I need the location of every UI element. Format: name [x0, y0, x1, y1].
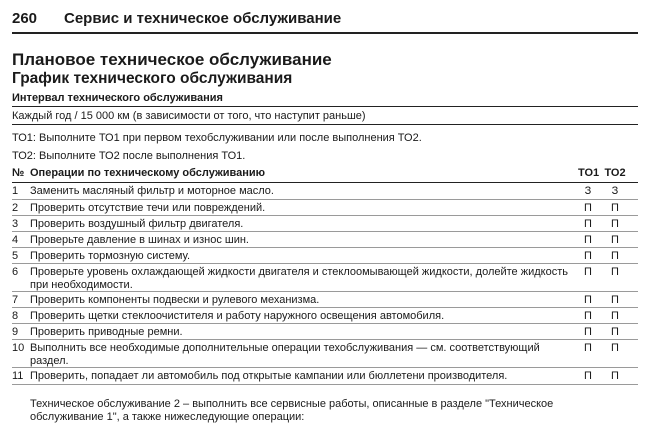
table-row: [12, 183, 638, 200]
row-to2: П: [611, 310, 619, 322]
table-row: [12, 292, 638, 308]
row-operation: Проверить, попадает ли автомобиль под открытые кампании или бюллетени производителя.: [30, 370, 508, 382]
row-to1: П: [584, 370, 592, 382]
row-to1: П: [584, 218, 592, 230]
interval-value: Каждый год / 15 000 км (в зависимости от того, что наступит раньше): [12, 108, 638, 125]
row-to1: П: [584, 342, 592, 354]
row-to2: П: [611, 266, 619, 278]
row-number: 8: [12, 310, 19, 322]
interval-heading: Интервал технического обслуживания: [12, 90, 638, 107]
row-number: 1: [12, 185, 19, 197]
table-row: [12, 216, 638, 232]
table-row: [12, 324, 638, 340]
row-to1: П: [584, 326, 592, 338]
section-subtitle: График технического обслуживания: [12, 70, 293, 87]
row-to2: З: [611, 185, 619, 197]
row-operation: Проверить воздушный фильтр двигателя.: [30, 218, 244, 230]
row-number: 6: [12, 266, 19, 278]
row-to2: П: [611, 294, 619, 306]
table-row: [12, 248, 638, 264]
row-operation: Проверить компоненты подвески и рулевого механизма.: [30, 294, 320, 306]
header-number: №: [12, 167, 25, 179]
row-to1: П: [584, 234, 592, 246]
row-number: 10: [12, 342, 25, 354]
section-title: Плановое техническое обслуживание: [12, 50, 332, 69]
row-number: 2: [12, 202, 19, 214]
row-number: 5: [12, 250, 19, 262]
header-to2: ТО2: [604, 167, 626, 179]
row-to2: П: [611, 202, 619, 214]
row-number: 3: [12, 218, 19, 230]
row-operation: Проверить щетки стеклоочистителя и работу наружного освещения автомобиля.: [30, 310, 445, 322]
row-to2: П: [611, 342, 619, 354]
row-to2: П: [611, 218, 619, 230]
row-number: 7: [12, 294, 19, 306]
note-to1: ТО1: Выполните ТО1 при первом техобслуживании или после выполнения ТО2.: [12, 132, 422, 144]
table-row: [12, 308, 638, 324]
row-to1: П: [584, 294, 592, 306]
row-to1: З: [584, 185, 592, 197]
row-to1: П: [584, 202, 592, 214]
header-operation: Операции по техническому обслуживанию: [30, 167, 266, 179]
header-divider: [12, 32, 638, 34]
row-operation: Проверьте давление в шинах и износ шин.: [30, 234, 249, 246]
maintenance-table: [12, 183, 638, 385]
table-row: [12, 368, 638, 385]
row-operation: Проверить тормозную систему.: [30, 250, 191, 262]
row-operation: Проверить приводные ремни.: [30, 326, 183, 338]
table-header: [12, 165, 638, 183]
row-number: 4: [12, 234, 19, 246]
row-to2: П: [611, 326, 619, 338]
page-number: 260: [12, 10, 38, 27]
row-operation: Проверить отсутствие течи или повреждений.: [30, 202, 266, 214]
row-operation: Выполнить все необходимые дополнительные операции техобслуживания — см. соответствующий раздел.: [30, 342, 540, 367]
note-to2: ТО2: Выполните ТО2 после выполнения ТО1.: [12, 150, 246, 162]
table-row: [12, 200, 638, 216]
row-to2: П: [611, 250, 619, 262]
row-to1: П: [584, 310, 592, 322]
page-header: [12, 8, 638, 32]
row-number: 11: [12, 370, 24, 382]
table-row: [12, 264, 638, 292]
table-row: [12, 232, 638, 248]
row-operation: Проверьте уровень охлаждающей жидкости двигателя и стеклоомывающей жидкости, долейте жидкость при необходимости.: [30, 266, 568, 291]
row-number: 9: [12, 326, 19, 338]
row-to2: П: [611, 370, 619, 382]
chapter-title: Сервис и техническое обслуживание: [64, 10, 342, 27]
row-to2: П: [611, 234, 619, 246]
footnote-text: Техническое обслуживание 2 – выполнить все сервисные работы, описанные в разделе "Техническое обслуживание 1", а также нижеследующие операции:: [30, 398, 554, 423]
row-operation: Заменить масляный фильтр и моторное масло.: [30, 185, 274, 197]
row-to1: П: [584, 266, 592, 278]
row-to1: П: [584, 250, 592, 262]
table-row: [12, 340, 638, 368]
header-to1: ТО1: [578, 167, 600, 179]
